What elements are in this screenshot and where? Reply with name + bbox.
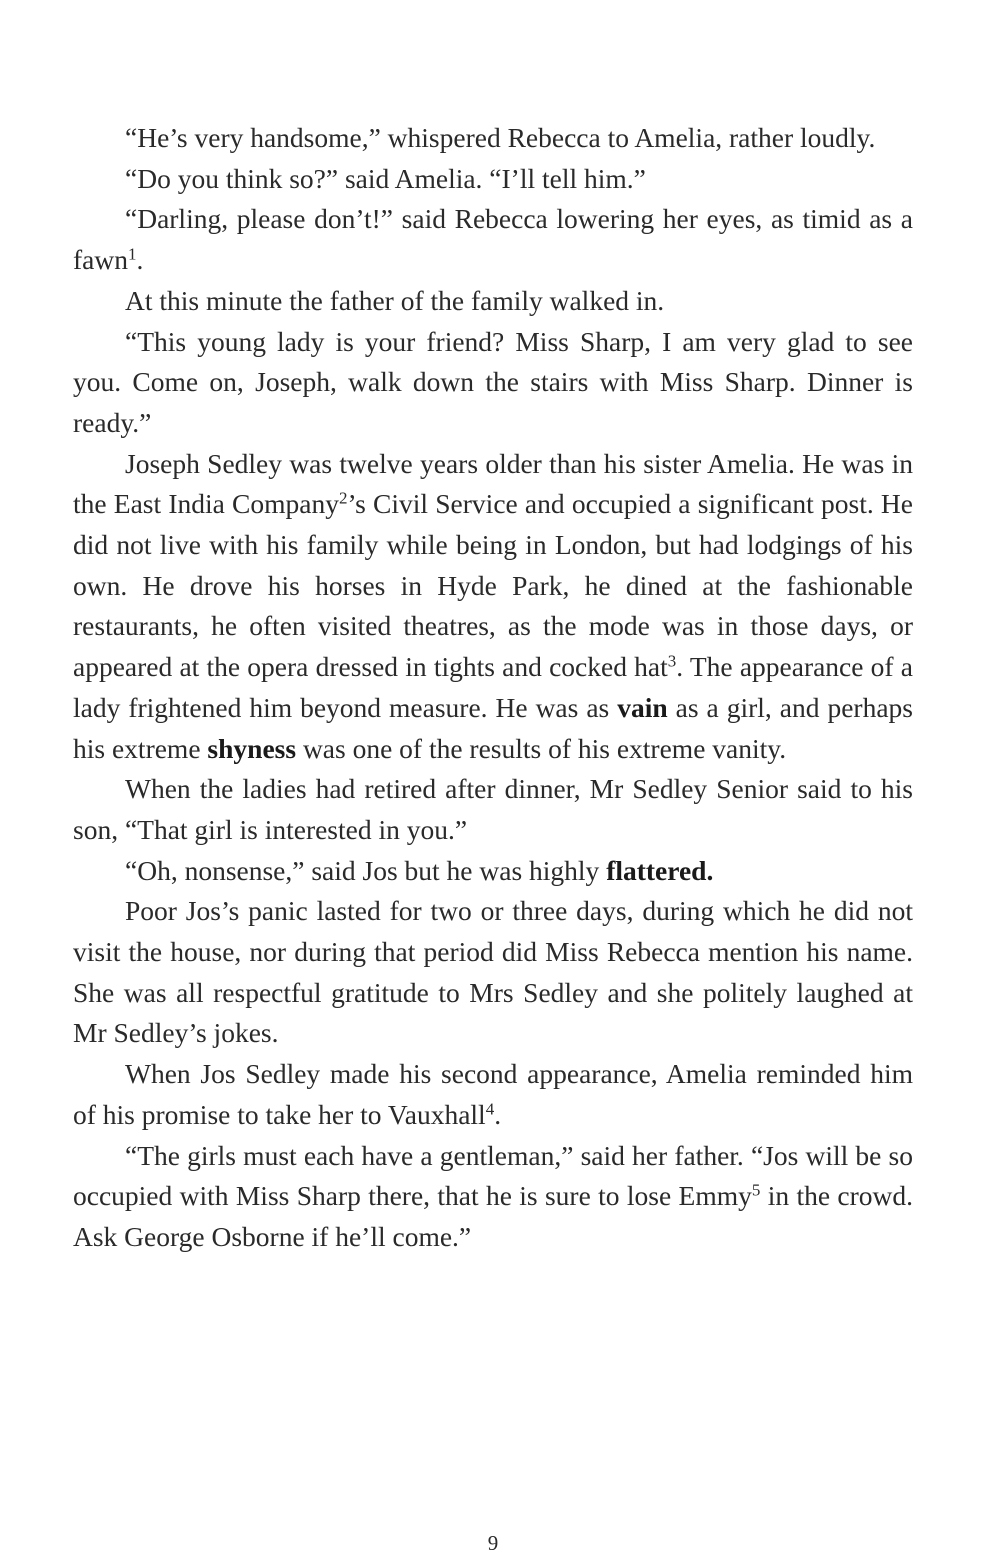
text-run: When the ladies had retired after dinner, Mr Sedley Senior said to his son, “That girl is interested in you.”	[73, 773, 913, 845]
text-run: .	[136, 244, 144, 276]
text-run: ’s Civil Service and occupied a significant post. He did not live with his family while being in London, but had lodgings of his own. He drove his horses in Hyde Park, he dined at the fashionable restaurants, he often visited theatres, as the mode was in those days, or appeared at the opera dressed in tights and cocked hat	[73, 488, 913, 683]
text-run: “Darling, please don’t!” said Rebecca lowering her eyes, as timid as a fawn	[73, 203, 913, 276]
page-number: 9	[487, 1531, 499, 1555]
footnote-marker: 4	[485, 1099, 495, 1119]
paragraph	[73, 118, 913, 159]
text-run: “Do you think so?” said Amelia. “I’ll tell him.”	[125, 162, 646, 194]
footnote-marker: 1	[127, 244, 137, 264]
text-run: “Oh, nonsense,” said Jos but he was highly	[125, 854, 607, 886]
paragraph	[73, 851, 913, 892]
paragraph	[73, 159, 913, 200]
paragraph	[73, 281, 913, 322]
footnote-marker: 2	[339, 488, 348, 508]
text-run: was one of the results of his extreme vanity.	[296, 732, 787, 764]
bold-term: flattered.	[606, 854, 714, 886]
text-run: as a girl, and perhaps his extreme	[73, 691, 913, 764]
text-run: Poor Jos’s panic lasted for two or three days, during which he did not visit the house, nor during that period did Miss Rebecca mention his name. She was all respectful gratitude to Mrs Sedley and she politely laughed at Mr Sedley’s jokes.	[73, 895, 913, 1049]
text-run: When Jos Sedley made his second appearance, Amelia reminded him of his promise to take her to Vauxhall	[73, 1058, 913, 1130]
text-run: “He’s very handsome,” whispered Rebecca to Amelia, rather loudly.	[125, 122, 876, 153]
text-run: in the crowd. Ask George Osborne if he’ll come.”	[73, 1180, 913, 1252]
text-run: .	[494, 1098, 502, 1130]
footnote-marker: 5	[751, 1180, 761, 1200]
text-run: “This young lady is your friend? Miss Sharp, I am very glad to see you. Come on, Joseph, walk down the stairs with Miss Sharp. Dinner is ready.”	[73, 325, 913, 438]
text-run: “The girls must each have a gentleman,” said her father. “Jos will be so occupied with Miss Sharp there, that he is sure to lose Emmy	[73, 1139, 913, 1212]
bold-term: vain	[617, 691, 668, 723]
paragraph	[73, 199, 913, 280]
bold-term: shyness	[207, 732, 297, 764]
text-run: . The appearance of a lady frightened him beyond measure. He was as	[73, 651, 914, 723]
paragraph	[73, 1136, 913, 1258]
paragraph	[73, 322, 913, 444]
paragraph	[73, 444, 913, 770]
paragraph	[73, 891, 913, 1054]
paragraph	[73, 1054, 913, 1135]
page-body	[73, 118, 913, 1258]
paragraph	[73, 769, 913, 850]
text-run: Joseph Sedley was twelve years older than his sister Amelia. He was in the East India Company	[73, 447, 913, 520]
footnote-marker: 3	[667, 651, 677, 671]
text-run: At this minute the father of the family walked in.	[125, 284, 665, 316]
